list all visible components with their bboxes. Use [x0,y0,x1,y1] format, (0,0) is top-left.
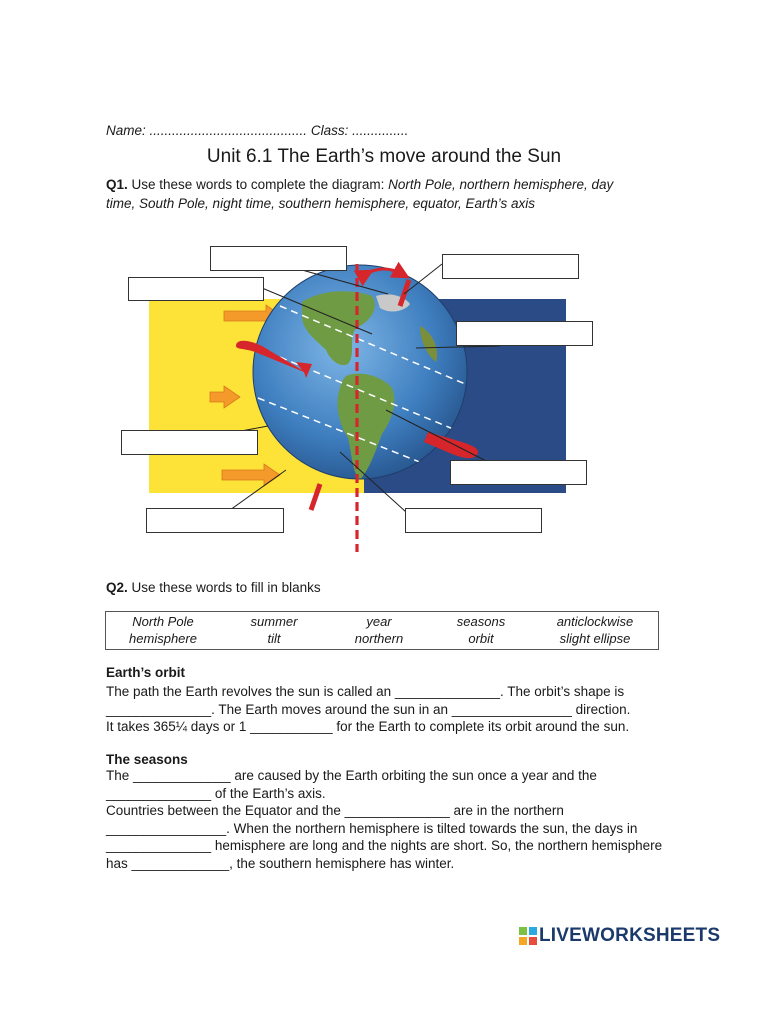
word-bank-item: year [366,614,392,629]
seasons-line[interactable]: The _____________ are caused by the Earth orbiting the sun once a year and the [106,768,597,783]
orbit-line[interactable]: ______________. The Earth moves around the sun in an ________________ direction. [106,701,631,717]
word-bank-item: orbit [468,631,494,646]
name-class-line [106,123,408,138]
q1-instruction [106,175,646,213]
brand-name: LIVEWORKSHEETS [539,925,721,946]
liveworksheets-brand[interactable] [519,925,720,947]
q2-number: Q2. [106,580,128,595]
word-bank-item: seasons [456,614,506,629]
word-bank-item: North Pole [132,614,194,629]
word-bank-row-2 [106,631,658,649]
diagram-label-box-8[interactable] [405,508,542,533]
diagram-label-box-5[interactable] [121,430,258,455]
word-bank-row-1 [106,614,658,632]
earth-diagram [0,236,768,556]
orbit-line[interactable]: It takes 365¼ days or 1 ___________ for the Earth to complete its orbit around the sun. [106,719,630,735]
earth-diagram-svg [0,236,768,556]
q1-number: Q1. [106,177,128,192]
seasons-line[interactable]: ________________. When the northern hemisphere is tilted towards the sun, the days in [106,820,638,836]
word-bank-item: hemisphere [129,631,197,646]
seasons-line[interactable]: Countries between the Equator and the ______________ are in the northern [106,803,564,819]
q2-text: Use these words to fill in blanks [131,580,321,595]
diagram-label-box-4[interactable] [456,321,593,346]
page-title: Unit 6.1 The Earth’s move around the Sun [206,146,562,167]
orbit-paragraph [106,683,666,736]
q1-text: Use these words to complete the diagram: [131,177,385,192]
diagram-label-box-7[interactable] [146,508,284,533]
word-bank-item: northern [354,631,404,646]
seasons-line[interactable]: ______________ of the Earth’s axis. [106,785,326,801]
word-bank-item: slight ellipse [559,631,631,646]
word-bank [105,611,659,650]
seasons-paragraph [106,767,666,873]
class-field[interactable]: ............... [352,123,409,138]
seasons-heading: The seasons [106,752,188,767]
word-bank-item: summer [250,614,298,629]
orbit-line[interactable]: The path the Earth revolves the sun is called an ______________. The orbit’s shape is [106,684,625,699]
name-label: Name: [106,123,146,138]
diagram-label-box-6[interactable] [450,460,587,485]
q1-words-line1: North Pole, northern hemisphere, day [388,177,614,192]
word-bank-item: tilt [267,631,281,646]
diagram-label-box-1[interactable] [210,246,347,271]
q1-words-line2: time, South Pole, night time, southern hemisphere, equator, Earth’s axis [106,196,535,211]
class-label: Class: [310,123,349,138]
name-field[interactable]: .......................................... [149,123,308,138]
orbit-heading: Earth’s orbit [106,665,186,680]
q2-instruction [106,580,321,595]
diagram-label-box-2[interactable] [128,277,264,301]
word-bank-item: anticlockwise [556,614,634,629]
liveworksheets-logo-icon [519,927,537,945]
diagram-label-box-3[interactable] [442,254,579,279]
seasons-line[interactable]: has _____________, the southern hemisphere has winter. [106,855,455,871]
seasons-line[interactable]: ______________ hemisphere are long and the nights are short. So, the northern hemisphere [106,838,663,854]
